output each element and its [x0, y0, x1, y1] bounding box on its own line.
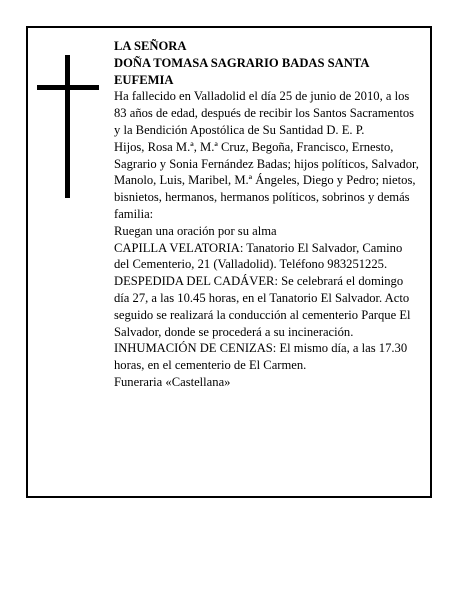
chapel-info: CAPILLA VELATORIA: Tanatorio El Salvador, Camino del Cementerio, 21 (Valladolid). Teléfono 983251225. [114, 240, 403, 272]
funeral-home: Funeraria «Castellana» [114, 374, 231, 389]
ashes-info: INHUMACIÓN DE CENIZAS: El mismo día, a las 17.30 horas, en el cementerio de El Carmen. [114, 341, 408, 373]
prayer-request: Ruegan una oración por su alma [114, 223, 277, 238]
cross-vertical-bar [65, 55, 70, 198]
deceased-name: DOÑA TOMASA SAGRARIO BADAS SANTA EUFEMIA [114, 55, 369, 87]
obituary-title: LA SEÑORA [114, 39, 187, 53]
obituary-text [114, 38, 420, 391]
death-announcement: Ha fallecido en Valladolid el día 25 de junio de 2010, a los 83 años de edad, después de recibir los Santos Sacramentos y la Bendición Apostólica de Su Santidad D. E. P. [114, 89, 415, 137]
farewell-info: DESPEDIDA DEL CADÁVER: Se celebrará el domingo día 27, a las 10.45 horas, en el Tanatorio El Salvador. Acto seguido se realizará la conducción al cementerio Parque El Salvador, donde se procederá a su incineración. [114, 274, 411, 339]
cross-icon [37, 55, 99, 198]
cross-horizontal-bar [37, 85, 99, 90]
family-list: Hijos, Rosa M.ª, M.ª Cruz, Begoña, Francisco, Ernesto, Sagrario y Sonia Fernández Badas; hijos políticos, Salvador, Manolo, Luis, Maribel, M.ª Ángeles, Diego y Pedro; nietos, bisnietos, hermanos, hermanos políticos, sobrinos y demás familia: [114, 139, 419, 221]
